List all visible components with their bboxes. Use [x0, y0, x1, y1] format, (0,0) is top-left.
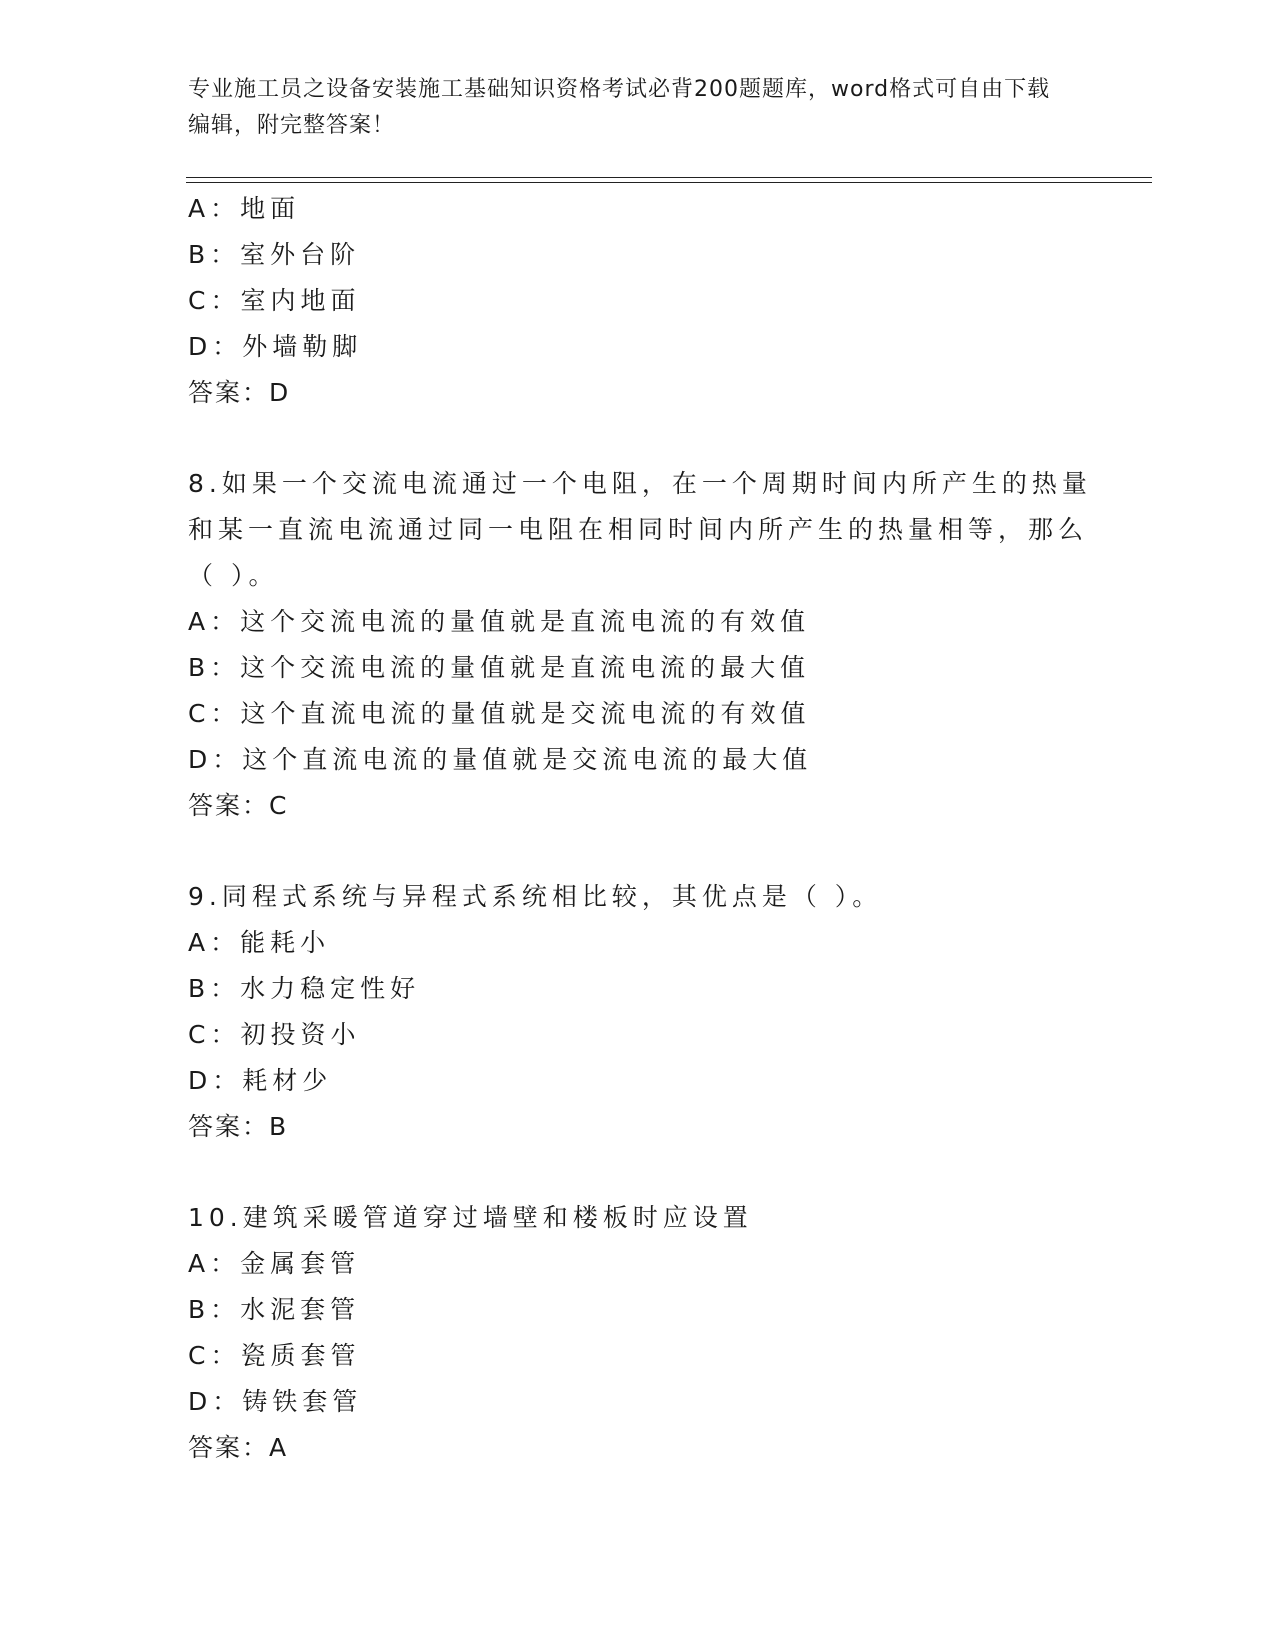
- option-b: B：水力稳定性好: [188, 974, 421, 1003]
- header-divider-top: [186, 177, 1152, 178]
- question-stem-line: 8.如果一个交流电流通过一个电阻，在一个周期时间内所产生的热量: [188, 469, 1092, 498]
- option-b: B：这个交流电流的量值就是直流电流的最大值: [188, 653, 811, 682]
- header-divider-bottom: [186, 182, 1152, 183]
- answer-line: 答案：B: [188, 1112, 289, 1141]
- question-stem: 10.建筑采暖管道穿过墙壁和楼板时应设置: [188, 1203, 753, 1232]
- question-stem-line: 和某一直流电流通过同一电阻在相同时间内所产生的热量相等，那么: [188, 515, 1089, 544]
- document-header: 专业施工员之设备安装施工基础知识资格考试必背200题题库，word格式可自由下载编辑，附完整答案！: [188, 77, 1051, 138]
- option-d: D：耗材少: [188, 1066, 333, 1095]
- option-a: A：能耗小: [188, 928, 331, 957]
- spacer: [188, 1150, 1088, 1195]
- option-b: B：水泥套管: [188, 1295, 361, 1324]
- question-stem: 9.同程式系统与异程式系统相比较，其优点是（ ）。: [188, 882, 883, 911]
- option-c: C：室内地面: [188, 286, 361, 315]
- option-a: A：这个交流电流的量值就是直流电流的有效值: [188, 607, 811, 636]
- question-10: [188, 1195, 1088, 1471]
- spacer: [188, 829, 1088, 874]
- option-c: C：瓷质套管: [188, 1341, 361, 1370]
- option-c: C：初投资小: [188, 1020, 361, 1049]
- question-7: [188, 186, 1088, 416]
- answer-line: 答案：D: [188, 378, 291, 407]
- option-d: D：这个直流电流的量值就是交流电流的最大值: [188, 745, 813, 774]
- spacer: [188, 416, 1088, 461]
- question-8: [188, 461, 1092, 829]
- answer-line: 答案：A: [188, 1433, 289, 1462]
- question-9: [188, 874, 1088, 1150]
- option-b: B：室外台阶: [188, 240, 361, 269]
- option-a: A：地面: [188, 194, 301, 223]
- option-d: D：铸铁套管: [188, 1387, 363, 1416]
- option-c: C：这个直流电流的量值就是交流电流的有效值: [188, 699, 811, 728]
- answer-line: 答案：C: [188, 791, 289, 820]
- question-stem-line: （ ）。: [188, 561, 279, 590]
- option-a: A：金属套管: [188, 1249, 361, 1278]
- option-d: D：外墙勒脚: [188, 332, 363, 361]
- question-list: [188, 186, 1092, 1471]
